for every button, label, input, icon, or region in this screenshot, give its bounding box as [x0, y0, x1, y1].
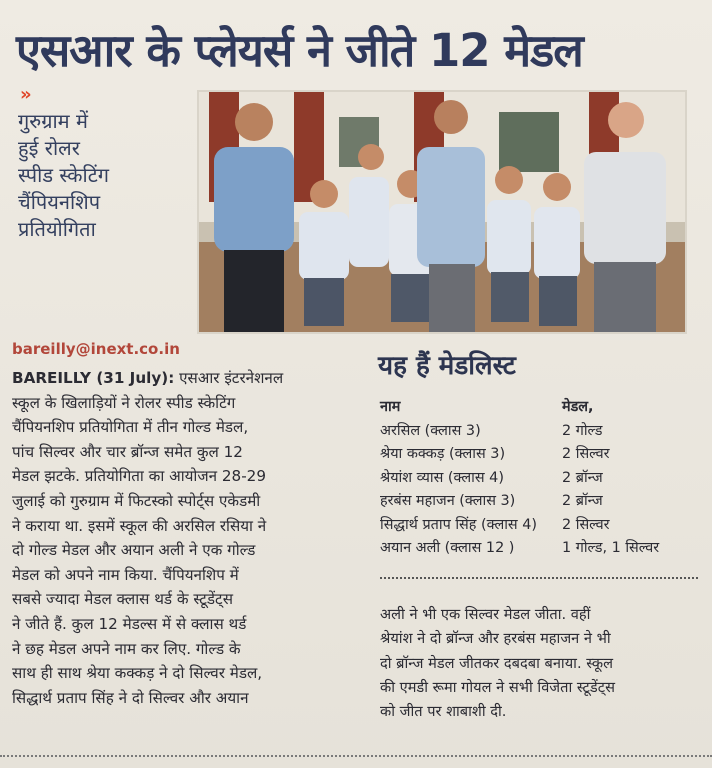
body-line: सबसे ज्यादा मेडल क्लास थर्ड के स्टूडेंट्स [12, 590, 233, 609]
body-line: ने छह मेडल अपने नाम कर लिए. गोल्ड के [12, 639, 241, 658]
body-line: मेडल को अपने नाम किया. चैंपियनशिप में [12, 565, 239, 584]
arrow-icon: » [20, 84, 32, 105]
body-line: दो ब्रॉन्ज मेडल जीतकर दबदबा बनाया. स्कूल [380, 654, 614, 672]
team-photo-illustration [199, 92, 685, 332]
body-line: जुलाई को गुरुग्राम में फिटस्को स्पोर्ट्स एकेडमी [12, 491, 261, 510]
body-line: की एमडी रूमा गोयल ने सभी विजेता स्टूडेंट्स [380, 678, 615, 696]
medal-row [380, 420, 700, 444]
body-line: पांच सिल्वर और चार ब्रॉन्ज समेत कुल 12 [12, 442, 243, 461]
medal-row [380, 514, 700, 538]
divider [0, 755, 712, 757]
article-body-right [380, 603, 705, 724]
subhead-line: चैंपियनशिप [18, 190, 101, 214]
body-line: स्कूल के खिलाड़ियों ने रोलर स्पीड स्केटिंग [12, 393, 236, 412]
header-medal: मेडल, [562, 399, 594, 415]
medalist-name: सिद्धार्थ प्रताप सिंह (क्लास 4) [380, 516, 538, 533]
medalist-name: अरसिल (क्लास 3) [380, 422, 481, 439]
body-line: ने जीते हैं. कुल 12 मेडल्स में से क्लास थर्ड [12, 614, 247, 633]
headline: एसआर के प्लेयर्स ने जीते 12 मेडल [16, 24, 583, 77]
body-line: मेडल झटके. प्रतियोगिता का आयोजन 28-29 [12, 467, 267, 486]
medalist-name: श्रेया कक्कड़ (क्लास 3) [380, 446, 506, 462]
medal-count: 2 सिल्वर [562, 446, 610, 462]
medalist-name: अयान अली (क्लास 12 ) [380, 540, 515, 556]
body-line: चैंपियनशिप प्रतियोगिता में तीन गोल्ड मेडल, [12, 418, 249, 437]
medal-table-header [380, 396, 700, 420]
subhead-line: प्रतियोगिता [18, 217, 96, 241]
medalist-name: श्रेयांश व्यास (क्लास 4) [380, 469, 504, 486]
medal-count: 2 गोल्ड [562, 422, 603, 439]
header-name: नाम [380, 399, 401, 415]
medal-row [380, 467, 700, 491]
medal-row [380, 443, 700, 467]
team-photo [197, 90, 687, 334]
subhead-line: गुरुग्राम में [18, 109, 88, 133]
byline-email: bareilly@inext.co.in [12, 340, 180, 358]
medal-count: 2 ब्रॉन्ज [562, 469, 603, 486]
subheadline [18, 108, 188, 243]
body-line: अली ने भी एक सिल्वर मेडल जीता. वहीं [380, 606, 591, 623]
medal-list-title: यह हैं मेडलिस्ट [378, 351, 516, 381]
medal-row [380, 490, 700, 514]
subhead-line: हुई रोलर [18, 136, 80, 160]
medal-count: 2 ब्रॉन्ज [562, 493, 603, 509]
body-line: एसआर इंटरनेशनल [179, 369, 284, 387]
body-line: दो गोल्ड मेडल और अयान अली ने एक गोल्ड [12, 541, 256, 560]
medal-count: 2 सिल्वर [562, 516, 610, 533]
medal-table [380, 396, 700, 561]
body-line: साथ ही साथ श्रेया कक्कड़ ने दो सिल्वर मेडल, [12, 664, 263, 683]
medalist-name: हरबंस महाजन (क्लास 3) [380, 493, 516, 509]
subhead-line: स्पीड स्केटिंग [18, 163, 110, 187]
body-line: को जीत पर शाबाशी दी. [380, 703, 507, 721]
body-line: श्रेयांश ने दो ब्रॉन्ज और हरबंस महाजन ने भी [380, 630, 611, 648]
divider [380, 577, 698, 579]
medal-row [380, 537, 700, 561]
article-body-left [12, 366, 362, 710]
body-line: ने कराया था. इसमें स्कूल की अरसिल रसिया ने [12, 516, 267, 535]
body-line: सिद्धार्थ प्रताप सिंह ने दो सिल्वर और अयान [12, 688, 249, 707]
medal-count: 1 गोल्ड, 1 सिल्वर [562, 540, 660, 556]
dateline: BAREILLY (31 July): [12, 369, 175, 387]
